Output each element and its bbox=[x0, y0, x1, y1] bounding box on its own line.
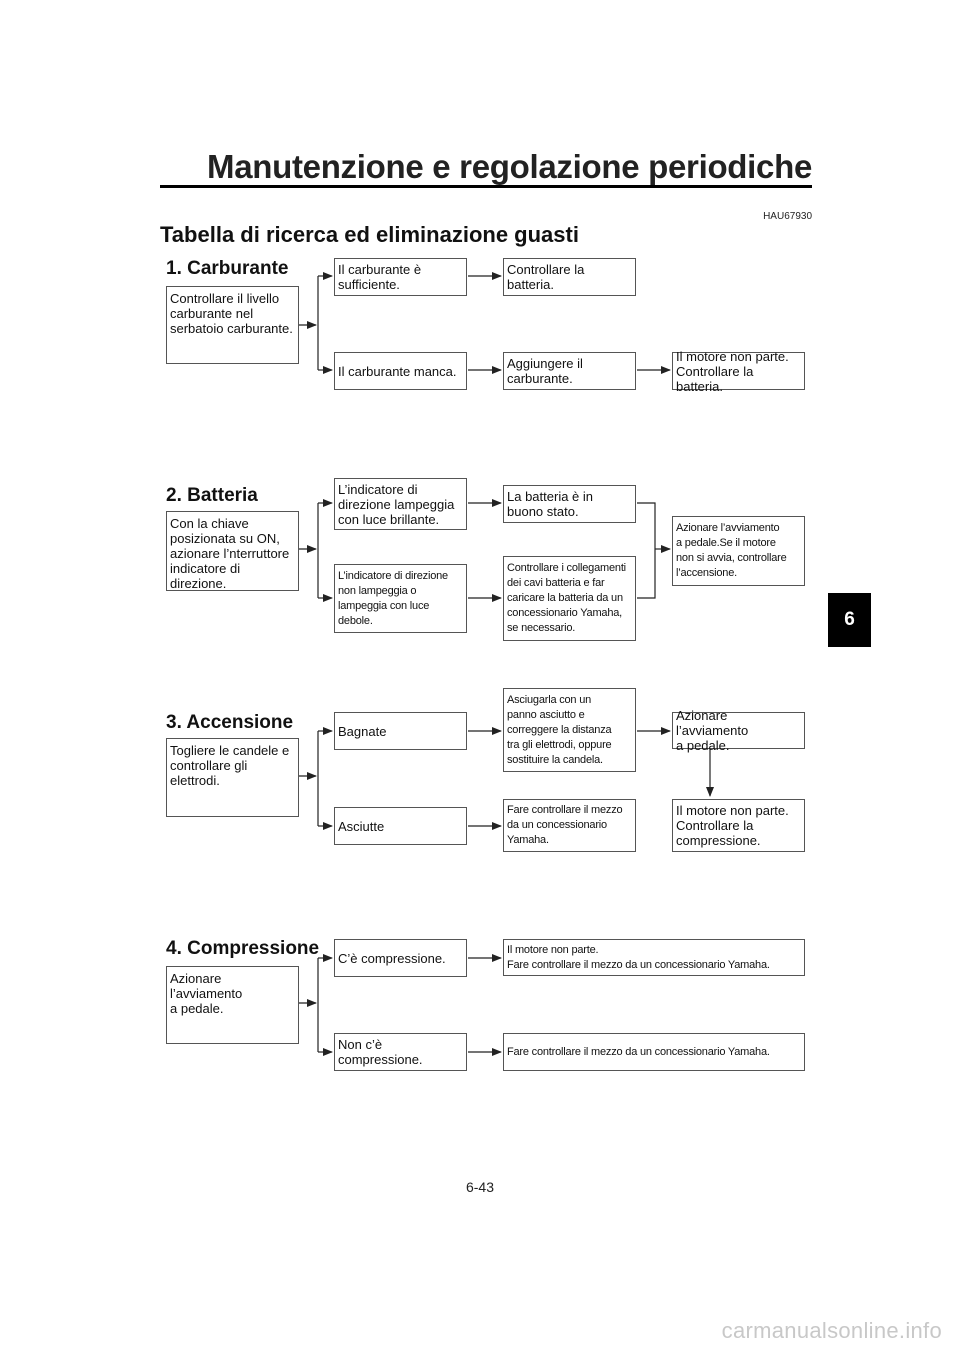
box-compression-start: Azionare l’avviamento a pedale. bbox=[166, 966, 299, 1044]
box-battery-no: L’indicatore di direzione non lampeggia o lampeggia con luce debole. bbox=[334, 564, 467, 633]
box-fuel-no: Il carburante manca. bbox=[334, 352, 467, 390]
bracket-battery-merge bbox=[637, 503, 655, 598]
box-compression-no: Non c’è compressione. bbox=[334, 1033, 467, 1071]
box-fuel-start: Controllare il livello carburante nel serbatoio carburante. bbox=[166, 286, 299, 364]
box-battery-start: Con la chiave posizionata su ON, azionare l’nterruttore indicatore di direzione. bbox=[166, 511, 299, 591]
box-compression-yes: C’è compressione. bbox=[334, 939, 467, 977]
box-ignition-wet: Bagnate bbox=[334, 712, 467, 750]
box-fuel-yes-action: Controllare la batteria. bbox=[503, 258, 636, 296]
heading-ignition: 3. Accensione bbox=[166, 712, 294, 733]
box-compression-no-action: Fare controllare il mezzo da un concessionario Yamaha. bbox=[503, 1033, 805, 1071]
box-battery-result: Azionare l’avviamento a pedale.Se il motore non si avvia, controllare l’accensione. bbox=[672, 516, 805, 586]
box-ignition-result-fail: Il motore non parte. Controllare la compressione. bbox=[672, 799, 805, 852]
box-ignition-wet-action: Asciugarla con un panno asciutto e correggere la distanza tra gli elettrodi, oppure sostituire la candela. bbox=[503, 688, 636, 772]
box-ignition-dry: Asciutte bbox=[334, 807, 467, 845]
box-battery-yes-action: La batteria è in buono stato. bbox=[503, 485, 636, 523]
watermark: carmanualsonline.info bbox=[721, 1318, 942, 1343]
box-ignition-dry-action: Fare controllare il mezzo da un concessionario Yamaha. bbox=[503, 799, 636, 852]
page-header-title: Manutenzione e regolazione periodiche bbox=[207, 148, 812, 185]
box-fuel-result: Il motore non parte. Controllare la batteria. bbox=[672, 352, 805, 390]
section-code: HAU67930 bbox=[763, 211, 812, 222]
box-fuel-no-action: Aggiungere il carburante. bbox=[503, 352, 636, 390]
box-battery-yes: L’indicatore di direzione lampeggia con luce brillante. bbox=[334, 478, 467, 530]
chapter-tab: 6 bbox=[828, 593, 871, 647]
heading-battery: 2. Batteria bbox=[166, 485, 258, 506]
page-number: 6-43 bbox=[465, 1179, 495, 1195]
box-compression-yes-action: Il motore non parte. Fare controllare il mezzo da un concessionario Yamaha. bbox=[503, 939, 805, 976]
box-ignition-start: Togliere le candele e controllare gli elettrodi. bbox=[166, 738, 299, 817]
heading-fuel: 1. Carburante bbox=[166, 258, 289, 279]
box-ignition-result-start: Azionare l’avviamento a pedale. bbox=[672, 712, 805, 749]
section-title: Tabella di ricerca ed eliminazione guasti bbox=[160, 222, 579, 247]
box-fuel-yes: Il carburante è sufficiente. bbox=[334, 258, 467, 296]
heading-compression: 4. Compressione bbox=[166, 938, 320, 959]
box-battery-no-action: Controllare i collegamenti dei cavi batteria e far caricare la batteria da un concessionario Yamaha, se necessario. bbox=[503, 556, 636, 641]
